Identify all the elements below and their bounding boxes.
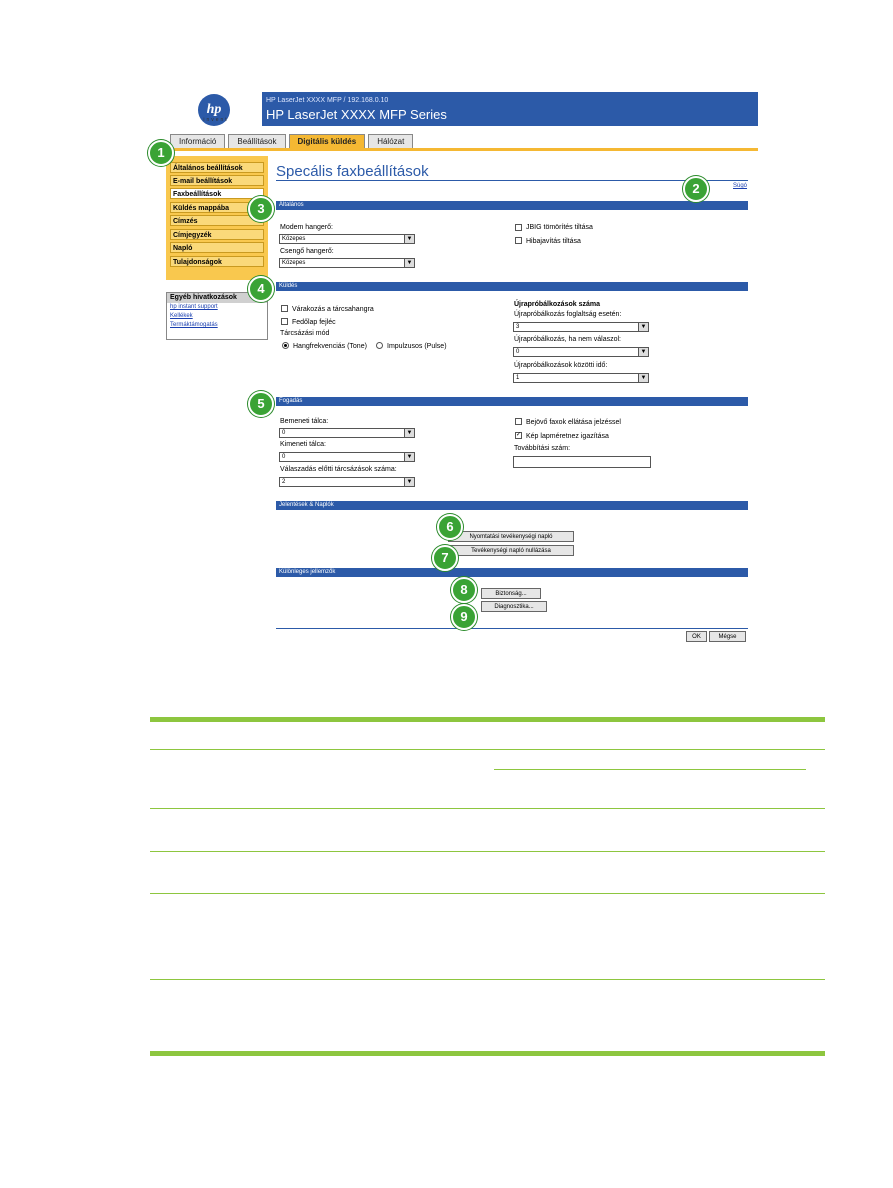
hp-logo: hp bbox=[198, 94, 230, 126]
tone-label: Hangfrekvenciás (Tone) bbox=[293, 343, 367, 350]
output-tray-label: Kimeneti tálca: bbox=[280, 441, 326, 448]
cover-header-checkbox[interactable] bbox=[281, 318, 288, 325]
jbig-label: JBIG tömörítés tiltása bbox=[526, 224, 593, 231]
ring-volume-select[interactable] bbox=[279, 258, 415, 268]
redial-noanswer-label: Újrapróbálkozás, ha nem válaszol: bbox=[514, 336, 621, 343]
other-links-title: Egyéb hivatkozások bbox=[167, 293, 267, 303]
tab-settings[interactable]: Beállítások bbox=[228, 134, 285, 148]
sidebar-item-properties[interactable]: Tulajdonságok bbox=[170, 256, 264, 267]
pulse-radio[interactable] bbox=[376, 342, 383, 349]
sidebar-item-log[interactable]: Napló bbox=[170, 242, 264, 253]
device-address: HP LaserJet XXXX MFP / 192.168.0.10 bbox=[266, 97, 389, 104]
cancel-button[interactable]: Mégse bbox=[709, 631, 746, 642]
callout-2: 2 bbox=[683, 176, 709, 202]
hp-logo-tagline: invent bbox=[203, 117, 229, 123]
tab-network[interactable]: Hálózat bbox=[368, 134, 413, 148]
fit-to-page-checkbox[interactable]: ✓ bbox=[516, 432, 522, 438]
modem-volume-select[interactable] bbox=[279, 234, 415, 244]
tab-information[interactable]: Információ bbox=[170, 134, 225, 148]
jbig-checkbox[interactable] bbox=[515, 224, 522, 231]
table-row-rule bbox=[150, 808, 825, 809]
redial-noanswer-select[interactable] bbox=[513, 347, 649, 357]
clear-activity-log-button[interactable]: Tevékenységi napló nullázása bbox=[448, 545, 574, 556]
redial-busy-select[interactable] bbox=[513, 322, 649, 332]
page-title: Specális faxbeállítások bbox=[276, 163, 429, 180]
stamp-label: Bejövő faxok ellátása jelzéssel bbox=[526, 419, 621, 426]
table-header-rule bbox=[150, 749, 825, 750]
rings-value: 2 bbox=[282, 479, 286, 485]
chevron-down-icon: ▼ bbox=[638, 348, 648, 356]
rings-select[interactable] bbox=[279, 477, 415, 487]
modem-volume-value: Közepes bbox=[282, 236, 306, 242]
section-header-general: Általános bbox=[276, 201, 748, 210]
section-header-special: Különleges jellemzők bbox=[276, 568, 748, 577]
fit-to-page-label: Kép lapméretnez igazítása bbox=[526, 433, 609, 440]
ecm-checkbox[interactable] bbox=[515, 237, 522, 244]
redial-noanswer-value: 0 bbox=[516, 349, 520, 355]
ok-button[interactable]: OK bbox=[686, 631, 707, 642]
stamp-checkbox[interactable] bbox=[515, 418, 522, 425]
callout-7: 7 bbox=[432, 545, 458, 571]
section-header-receiving: Fogadás bbox=[276, 397, 748, 406]
forward-number-input[interactable] bbox=[513, 456, 651, 468]
chevron-down-icon: ▼ bbox=[638, 323, 648, 331]
title-divider bbox=[276, 180, 748, 181]
section-header-sending: Küldés bbox=[276, 282, 748, 291]
tab-digital-sending[interactable]: Digitális küldés bbox=[289, 134, 366, 148]
section-header-reports: Jelentések & Naplók bbox=[276, 501, 748, 510]
chevron-down-icon: ▼ bbox=[404, 259, 414, 267]
table-row-rule bbox=[150, 893, 825, 894]
sidebar-item-general[interactable]: Általános beállítások bbox=[170, 162, 264, 173]
link-product-support[interactable]: Termáktámogatás bbox=[170, 322, 218, 328]
tone-radio[interactable] bbox=[282, 342, 289, 349]
help-link[interactable]: Súgó bbox=[733, 183, 748, 189]
rings-label: Válaszadás előtti tárcsázások száma: bbox=[280, 466, 397, 473]
security-button[interactable]: Biztonság... bbox=[481, 588, 541, 599]
form-bottom-divider bbox=[276, 628, 748, 629]
cover-header-label: Fedőlap fejléc bbox=[292, 319, 336, 326]
pulse-label: Impulzusos (Pulse) bbox=[387, 343, 447, 350]
modem-volume-label: Modem hangerő: bbox=[280, 224, 333, 231]
redial-interval-value: 1 bbox=[516, 375, 520, 381]
table-underline bbox=[494, 769, 806, 770]
sidebar-item-address-book[interactable]: Címjegyzék bbox=[170, 229, 264, 240]
product-name: HP LaserJet XXXX MFP Series bbox=[266, 107, 447, 122]
ecm-label: Hibajavítás tiltása bbox=[526, 238, 581, 245]
callout-3: 3 bbox=[248, 196, 274, 222]
chevron-down-icon: ▼ bbox=[638, 374, 648, 382]
redial-busy-value: 3 bbox=[516, 324, 520, 330]
redial-busy-label: Újrapróbálkozás foglaltság esetén: bbox=[514, 311, 622, 318]
table-row-rule bbox=[150, 979, 825, 980]
ring-volume-label: Csengő hangerő: bbox=[280, 248, 334, 255]
sidebar-item-addressing[interactable]: Címzés bbox=[170, 215, 264, 226]
forward-number-label: Továbbítási szám: bbox=[514, 445, 571, 452]
link-supplies[interactable]: Kellékek bbox=[170, 313, 193, 319]
dial-mode-label: Tárcsázási mód bbox=[280, 330, 330, 337]
callout-4: 4 bbox=[248, 276, 274, 302]
redial-interval-select[interactable] bbox=[513, 373, 649, 383]
callout-6: 6 bbox=[437, 514, 463, 540]
table-bottom-rule bbox=[150, 1051, 825, 1056]
table-top-rule bbox=[150, 717, 825, 722]
print-activity-log-button[interactable]: Nyomtatási tevékenységi napló bbox=[448, 531, 574, 542]
output-tray-value: 0 bbox=[282, 454, 286, 460]
link-instant-support[interactable]: hp instant support bbox=[170, 304, 218, 310]
callout-1: 1 bbox=[148, 140, 174, 166]
sidebar-item-send-to-folder[interactable]: Küldés mappába bbox=[170, 202, 264, 213]
redial-interval-label: Újrapróbálkozások közötti idő: bbox=[514, 362, 608, 369]
wait-tone-label: Várakozás a tárcsahangra bbox=[292, 306, 374, 313]
chevron-down-icon: ▼ bbox=[404, 453, 414, 461]
chevron-down-icon: ▼ bbox=[404, 478, 414, 486]
chevron-down-icon: ▼ bbox=[404, 235, 414, 243]
redial-title: Újrapróbálkozások száma bbox=[514, 301, 600, 308]
main-tabs bbox=[170, 134, 413, 148]
callout-5: 5 bbox=[248, 391, 274, 417]
wait-tone-checkbox[interactable] bbox=[281, 305, 288, 312]
chevron-down-icon: ▼ bbox=[404, 429, 414, 437]
sidebar-item-fax[interactable]: Faxbeállítások bbox=[170, 188, 264, 199]
input-tray-label: Bemeneti tálca: bbox=[280, 418, 329, 425]
device-banner bbox=[262, 92, 758, 126]
callout-9: 9 bbox=[451, 604, 477, 630]
input-tray-value: 0 bbox=[282, 430, 286, 436]
diagnostics-button[interactable]: Diagnosztika... bbox=[481, 601, 547, 612]
tab-underline bbox=[168, 148, 758, 151]
sidebar-item-email[interactable]: E-mail beállítások bbox=[170, 175, 264, 186]
table-row-rule bbox=[150, 851, 825, 852]
output-tray-select[interactable] bbox=[279, 452, 415, 462]
ring-volume-value: Közepes bbox=[282, 260, 306, 266]
callout-8: 8 bbox=[451, 577, 477, 603]
input-tray-select[interactable] bbox=[279, 428, 415, 438]
